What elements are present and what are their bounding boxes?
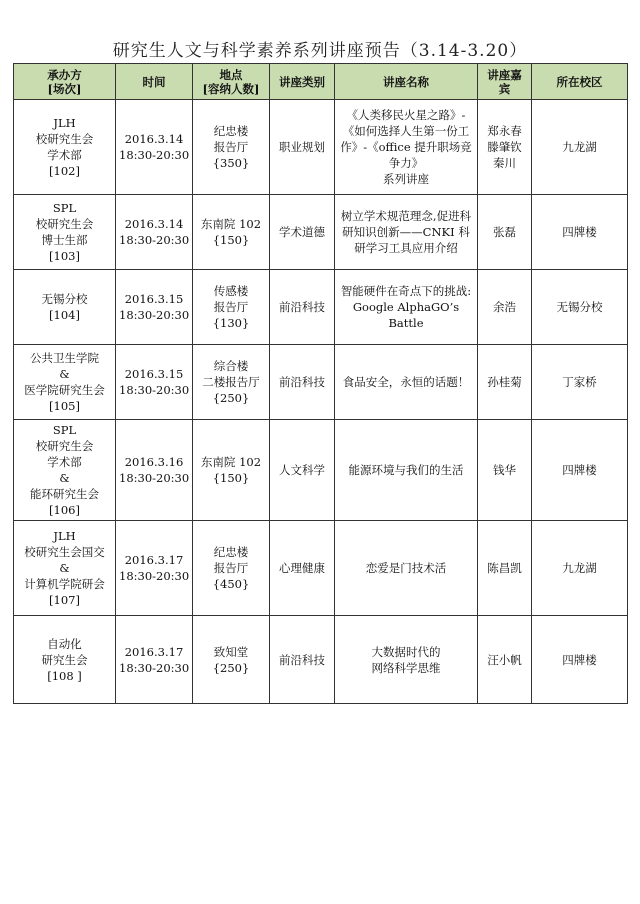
header-organizer-line: 承办方 <box>47 67 82 82</box>
time-line: 2016.3.14 <box>124 132 184 146</box>
venue-line: {150} <box>212 471 250 485</box>
time-line: 18:30-20:30 <box>119 383 190 397</box>
talk-cell <box>335 270 478 345</box>
talk-line: Google AlphaGO’s Battle <box>352 300 460 330</box>
campus-cell <box>532 195 628 270</box>
header-organizer-line: [场次] <box>47 81 82 96</box>
time-line: 2016.3.17 <box>124 553 184 567</box>
table-body <box>14 100 628 704</box>
organizer-line: 研究生会 <box>41 652 88 667</box>
category-line: 人文科学 <box>279 463 325 477</box>
guest-cell <box>478 100 532 195</box>
venue-cell <box>193 345 270 420</box>
venue-line: {150} <box>212 233 250 247</box>
time-cell <box>116 100 193 195</box>
venue-line: {250} <box>212 391 250 405</box>
talk-cell <box>335 616 478 704</box>
guest-line: 余浩 <box>493 300 516 314</box>
venue-cell <box>193 270 270 345</box>
campus-cell <box>532 100 628 195</box>
organizer-cell <box>14 420 116 521</box>
talk-line: 《人类移民火星之路》-《如何选择人生第一份工作》-《office 提升职场竞争力》 <box>340 108 472 170</box>
header-time-line: 时间 <box>142 74 166 89</box>
campus-cell <box>532 345 628 420</box>
time-line: 2016.3.15 <box>124 367 184 381</box>
organizer-line: 计算机学院研会 <box>24 577 105 591</box>
venue-cell <box>193 616 270 704</box>
guest-line: 秦川 <box>493 156 516 170</box>
table-row <box>14 195 628 270</box>
time-cell <box>116 270 193 345</box>
category-line: 心理健康 <box>279 561 325 575</box>
campus-line: 四牌楼 <box>562 652 597 667</box>
category-line: 前沿科技 <box>279 300 325 314</box>
lecture-schedule-table <box>13 63 628 704</box>
time-line: 2016.3.14 <box>124 217 184 231</box>
organizer-line: [105] <box>49 399 80 413</box>
header-time <box>116 64 193 100</box>
time-cell <box>116 345 193 420</box>
header-category <box>270 64 335 100</box>
header-organizer <box>14 64 116 100</box>
venue-line: 致知堂 <box>213 644 249 659</box>
header-venue-line: 地点 <box>219 67 243 82</box>
category-cell <box>270 345 335 420</box>
organizer-line: JLH <box>53 116 76 130</box>
category-line: 前沿科技 <box>279 375 325 389</box>
header-guest-line: 宾 <box>498 81 511 96</box>
guest-cell <box>478 521 532 616</box>
time-line: 18:30-20:30 <box>119 660 190 675</box>
talk-line: 能源环境与我们的生活 <box>348 463 464 477</box>
venue-line: {130} <box>212 316 250 330</box>
time-line: 18:30-20:30 <box>119 148 190 162</box>
organizer-line: 能环研究生会 <box>30 487 99 501</box>
page-title: 研究生人文与科学素养系列讲座预告（3.14-3.20） <box>112 41 528 61</box>
talk-line: 食品安全，永恒的话题！ <box>342 375 470 389</box>
category-cell <box>270 616 335 704</box>
category-cell <box>270 521 335 616</box>
time-line: 2016.3.17 <box>124 644 184 659</box>
header-venue-line: [容纳人数] <box>202 81 260 96</box>
header-campus-line: 所在校区 <box>556 74 603 89</box>
time-line: 18:30-20:30 <box>119 569 190 583</box>
organizer-cell <box>14 345 116 420</box>
organizer-line: [108 ] <box>47 668 82 683</box>
organizer-cell <box>14 521 116 616</box>
venue-line: 纪忠楼 <box>213 545 249 559</box>
guest-line: 张磊 <box>493 225 516 239</box>
header-guest-line: 讲座嘉 <box>487 67 522 82</box>
campus-line: 无锡分校 <box>556 300 603 314</box>
venue-cell <box>193 521 270 616</box>
organizer-line: & <box>59 561 70 575</box>
organizer-line: 公共卫生学院 <box>30 351 99 365</box>
organizer-line: 校研究生会 <box>35 217 94 231</box>
campus-line: 丁家桥 <box>562 375 597 389</box>
talk-line: 树立学术规范理念,促进科研知识创新——CNKI 科研学习工具应用介绍 <box>340 209 472 255</box>
table-row <box>14 270 628 345</box>
table-row <box>14 345 628 420</box>
venue-line: {250} <box>212 660 250 675</box>
organizer-cell <box>14 616 116 704</box>
time-line: 18:30-20:30 <box>119 471 190 485</box>
venue-line: 二楼报告厅 <box>202 375 260 389</box>
table-header <box>14 64 628 100</box>
organizer-line: [102] <box>49 164 80 178</box>
venue-line: 报告厅 <box>213 300 249 314</box>
organizer-line: [107] <box>49 593 80 607</box>
campus-line: 四牌楼 <box>562 463 597 477</box>
category-cell <box>270 100 335 195</box>
venue-line: 东南院 102 <box>200 217 262 231</box>
venue-line: 传感楼 <box>213 284 249 298</box>
venue-line: {450} <box>212 577 250 591</box>
venue-line: 综合楼 <box>213 359 249 373</box>
organizer-line: 医学院研究生会 <box>24 383 105 397</box>
time-cell <box>116 420 193 521</box>
guest-cell <box>478 195 532 270</box>
guest-cell <box>478 345 532 420</box>
header-talk-line: 讲座名称 <box>383 74 429 89</box>
organizer-line: 校研究生会 <box>35 132 94 146</box>
campus-cell <box>532 270 628 345</box>
organizer-cell <box>14 100 116 195</box>
venue-line: {350} <box>212 156 250 170</box>
organizer-cell <box>14 195 116 270</box>
talk-cell <box>335 521 478 616</box>
category-line: 前沿科技 <box>279 652 325 667</box>
talk-line: 恋爱是门技术活 <box>365 561 447 575</box>
campus-line: 九龙湖 <box>562 561 597 575</box>
organizer-line: SPL <box>52 423 77 437</box>
guest-cell <box>478 616 532 704</box>
venue-line: 东南院 102 <box>200 455 262 469</box>
guest-line: 孙桂菊 <box>487 375 522 389</box>
category-line: 学术道德 <box>279 225 325 239</box>
organizer-line: [104] <box>49 308 80 322</box>
guest-line: 汪小帆 <box>487 652 522 667</box>
organizer-line: 学术部 <box>47 455 82 469</box>
guest-cell <box>478 270 532 345</box>
header-guest <box>478 64 532 100</box>
time-line: 2016.3.16 <box>124 455 184 469</box>
campus-cell <box>532 521 628 616</box>
time-cell <box>116 195 193 270</box>
campus-cell <box>532 420 628 521</box>
organizer-line: 校研究生会国交 <box>24 545 105 559</box>
time-cell <box>116 521 193 616</box>
organizer-line: SPL <box>52 201 77 215</box>
organizer-line: & <box>59 367 70 381</box>
time-line: 18:30-20:30 <box>119 233 190 247</box>
organizer-line: & <box>59 471 70 485</box>
talk-cell <box>335 100 478 195</box>
category-cell <box>270 195 335 270</box>
organizer-line: [106] <box>49 503 80 517</box>
guest-line: 钱华 <box>493 463 516 477</box>
talk-line: 大数据时代的 <box>371 644 441 659</box>
talk-cell <box>335 420 478 521</box>
talk-cell <box>335 345 478 420</box>
venue-line: 报告厅 <box>213 561 249 575</box>
campus-line: 九龙湖 <box>562 140 597 154</box>
venue-cell <box>193 420 270 521</box>
organizer-line: 自动化 <box>47 636 82 651</box>
venue-cell <box>193 100 270 195</box>
organizer-line: JLH <box>53 529 76 543</box>
table-row <box>14 616 628 704</box>
guest-line: 陈昌凯 <box>487 561 522 575</box>
organizer-line: 校研究生会 <box>35 439 94 453</box>
table-row <box>14 100 628 195</box>
header-venue <box>193 64 270 100</box>
category-cell <box>270 420 335 521</box>
category-line: 职业规划 <box>279 140 325 154</box>
table-row <box>14 420 628 521</box>
guest-line: 滕肇钦 <box>487 140 522 154</box>
venue-cell <box>193 195 270 270</box>
organizer-line: 学术部 <box>47 148 82 162</box>
guest-line: 郑永春 <box>487 124 522 138</box>
venue-line: 报告厅 <box>213 140 249 154</box>
venue-line: 纪忠楼 <box>213 124 249 138</box>
organizer-line: [103] <box>49 249 80 263</box>
header-row <box>14 64 628 100</box>
time-line: 18:30-20:30 <box>119 308 190 322</box>
organizer-line: 博士生部 <box>41 233 88 247</box>
guest-cell <box>478 420 532 521</box>
organizer-cell <box>14 270 116 345</box>
talk-line: 网络科学思维 <box>371 660 441 675</box>
organizer-line: 无锡分校 <box>41 292 88 306</box>
category-cell <box>270 270 335 345</box>
header-category-line: 讲座类别 <box>279 74 325 89</box>
talk-line: 智能硬件在奇点下的挑战: <box>340 284 472 298</box>
time-cell <box>116 616 193 704</box>
talk-cell <box>335 195 478 270</box>
campus-cell <box>532 616 628 704</box>
time-line: 2016.3.15 <box>124 292 184 306</box>
table-row <box>14 521 628 616</box>
campus-line: 四牌楼 <box>562 225 597 239</box>
header-talk <box>335 64 478 100</box>
header-campus <box>532 64 628 100</box>
talk-line: 系列讲座 <box>383 172 429 186</box>
